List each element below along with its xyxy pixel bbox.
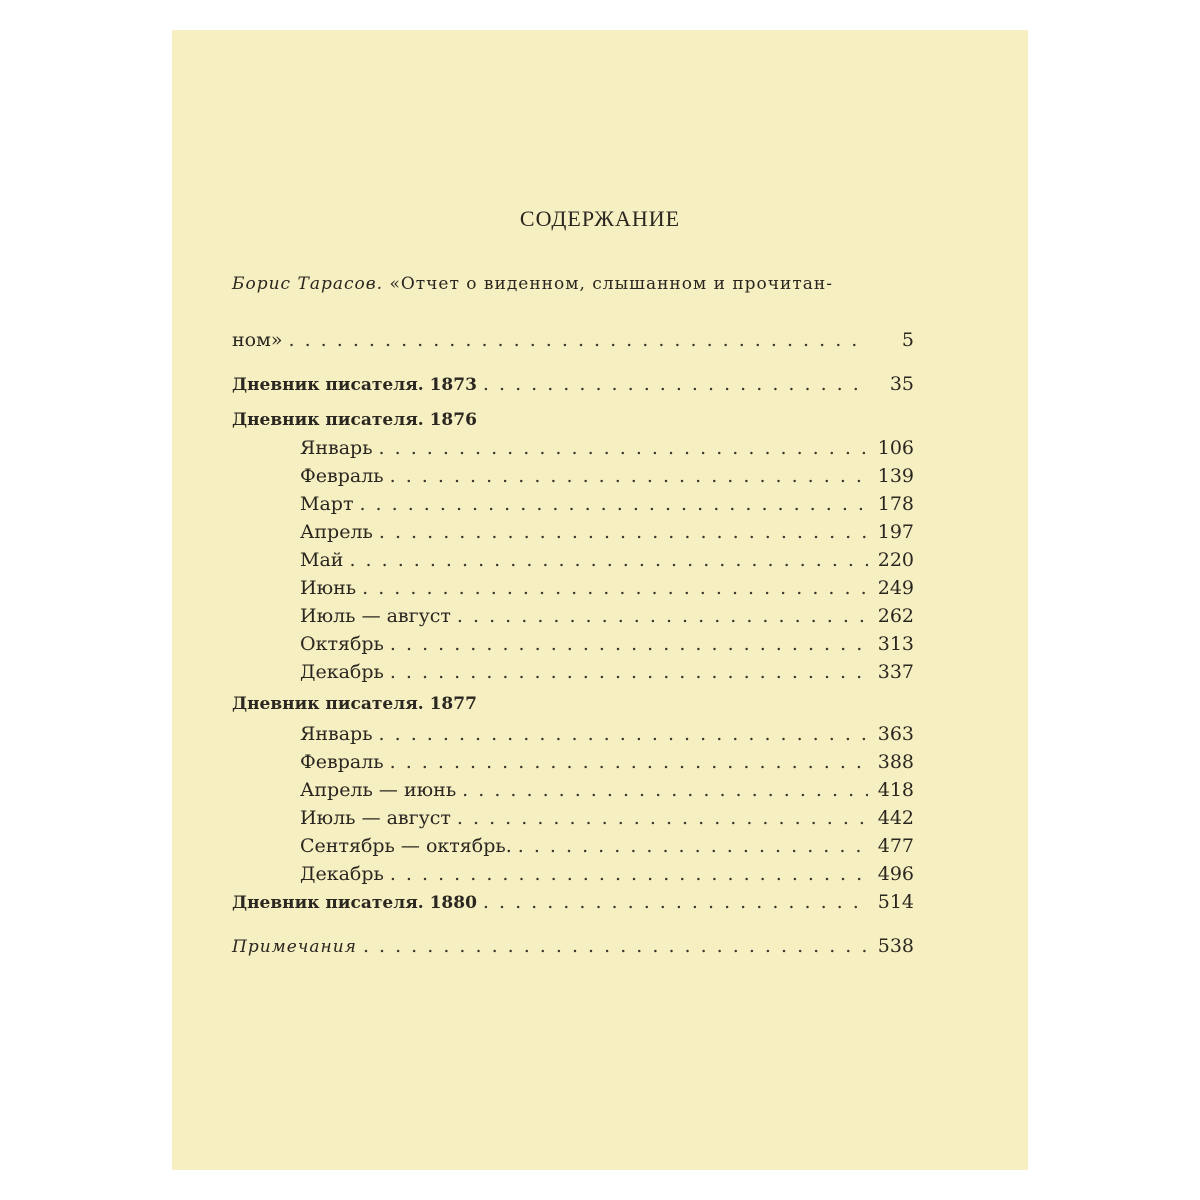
toc-entry [300, 436, 914, 460]
intro-text: «Отчет о виденном, слышанном и прочитан- [389, 274, 833, 294]
dot-leader [483, 890, 868, 914]
toc-label: Март [300, 493, 354, 515]
toc-entry [300, 660, 914, 684]
toc-entry [300, 604, 914, 628]
toc-label: Декабрь [300, 863, 384, 885]
toc-label: Январь [300, 723, 373, 745]
page-number: 5 [901, 329, 914, 351]
page-number: 477 [877, 835, 914, 857]
page-number: 363 [877, 723, 914, 745]
toc-label: Примечания [232, 937, 357, 957]
page-number: 388 [877, 751, 914, 773]
toc-label: Май [300, 549, 344, 571]
page-number: 220 [877, 549, 914, 571]
toc-entry [300, 862, 914, 886]
dot-leader [457, 604, 868, 628]
toc-section-1876 [232, 408, 914, 432]
dot-leader [390, 660, 868, 684]
dot-leader [362, 576, 868, 600]
dot-leader [379, 520, 868, 544]
page-number: 538 [877, 935, 914, 957]
toc-entry [300, 834, 914, 858]
dot-leader [359, 492, 868, 516]
page-number: 337 [877, 661, 914, 683]
dot-leader [289, 328, 868, 352]
toc-label: Июнь [300, 577, 357, 599]
toc-label: Февраль [300, 751, 384, 773]
page-number: 106 [877, 437, 914, 459]
intro-line [232, 272, 833, 296]
toc-entry [300, 548, 914, 572]
dot-leader [462, 778, 868, 802]
toc-label: Дневник писателя. 1877 [232, 694, 477, 714]
toc-label: Дневник писателя. 1873 [232, 375, 477, 395]
toc-entry [300, 520, 914, 544]
page-number: 418 [877, 779, 914, 801]
page-title: СОДЕРЖАНИЕ [519, 206, 681, 231]
page-number: 496 [877, 863, 914, 885]
dot-leader [363, 934, 868, 958]
toc-label: Сентябрь — октябрь. [300, 835, 512, 857]
dot-leader [379, 722, 868, 746]
page-number: 178 [877, 493, 914, 515]
toc-label: Июль — август [300, 807, 451, 829]
toc-entry [300, 750, 914, 774]
page-number: 35 [889, 373, 914, 395]
book-page [172, 30, 1028, 1170]
toc-entry [300, 464, 914, 488]
toc-label: Дневник писателя. 1876 [232, 410, 477, 430]
toc-entry [300, 576, 914, 600]
toc-label: Дневник писателя. 1880 [232, 893, 477, 913]
toc-entry-notes [232, 934, 914, 959]
dot-leader [483, 372, 868, 396]
dot-leader [518, 834, 868, 858]
toc-label: Февраль [300, 465, 384, 487]
intro-author: Борис Тарасов. [232, 274, 384, 294]
toc-label: Апрель — июнь [300, 779, 457, 801]
page-number: 262 [877, 605, 914, 627]
intro-cont: ном» [232, 329, 283, 351]
page-number: 139 [877, 465, 914, 487]
toc-entry-intro [232, 328, 914, 352]
toc-label: Июль — август [300, 605, 451, 627]
dot-leader [457, 806, 868, 830]
dot-leader [379, 436, 868, 460]
dot-leader [349, 548, 868, 572]
page-number: 514 [877, 891, 914, 913]
toc-entry-1873 [232, 372, 914, 397]
toc-entry [300, 632, 914, 656]
page-number: 313 [877, 633, 914, 655]
dot-leader [390, 464, 868, 488]
toc-entry [300, 722, 914, 746]
toc-label: Январь [300, 437, 373, 459]
toc-entry [300, 778, 914, 802]
page-number: 197 [877, 521, 914, 543]
page-number: 442 [877, 807, 914, 829]
toc-label: Декабрь [300, 661, 384, 683]
dot-leader [390, 632, 868, 656]
toc-entry [300, 806, 914, 830]
toc-entry [300, 492, 914, 516]
page-number: 249 [877, 577, 914, 599]
toc-section-1877 [232, 692, 914, 716]
toc-label: Октябрь [300, 633, 384, 655]
toc-entry-1880 [232, 890, 914, 915]
toc-label: Апрель [300, 521, 373, 543]
dot-leader [390, 862, 868, 886]
dot-leader [390, 750, 868, 774]
